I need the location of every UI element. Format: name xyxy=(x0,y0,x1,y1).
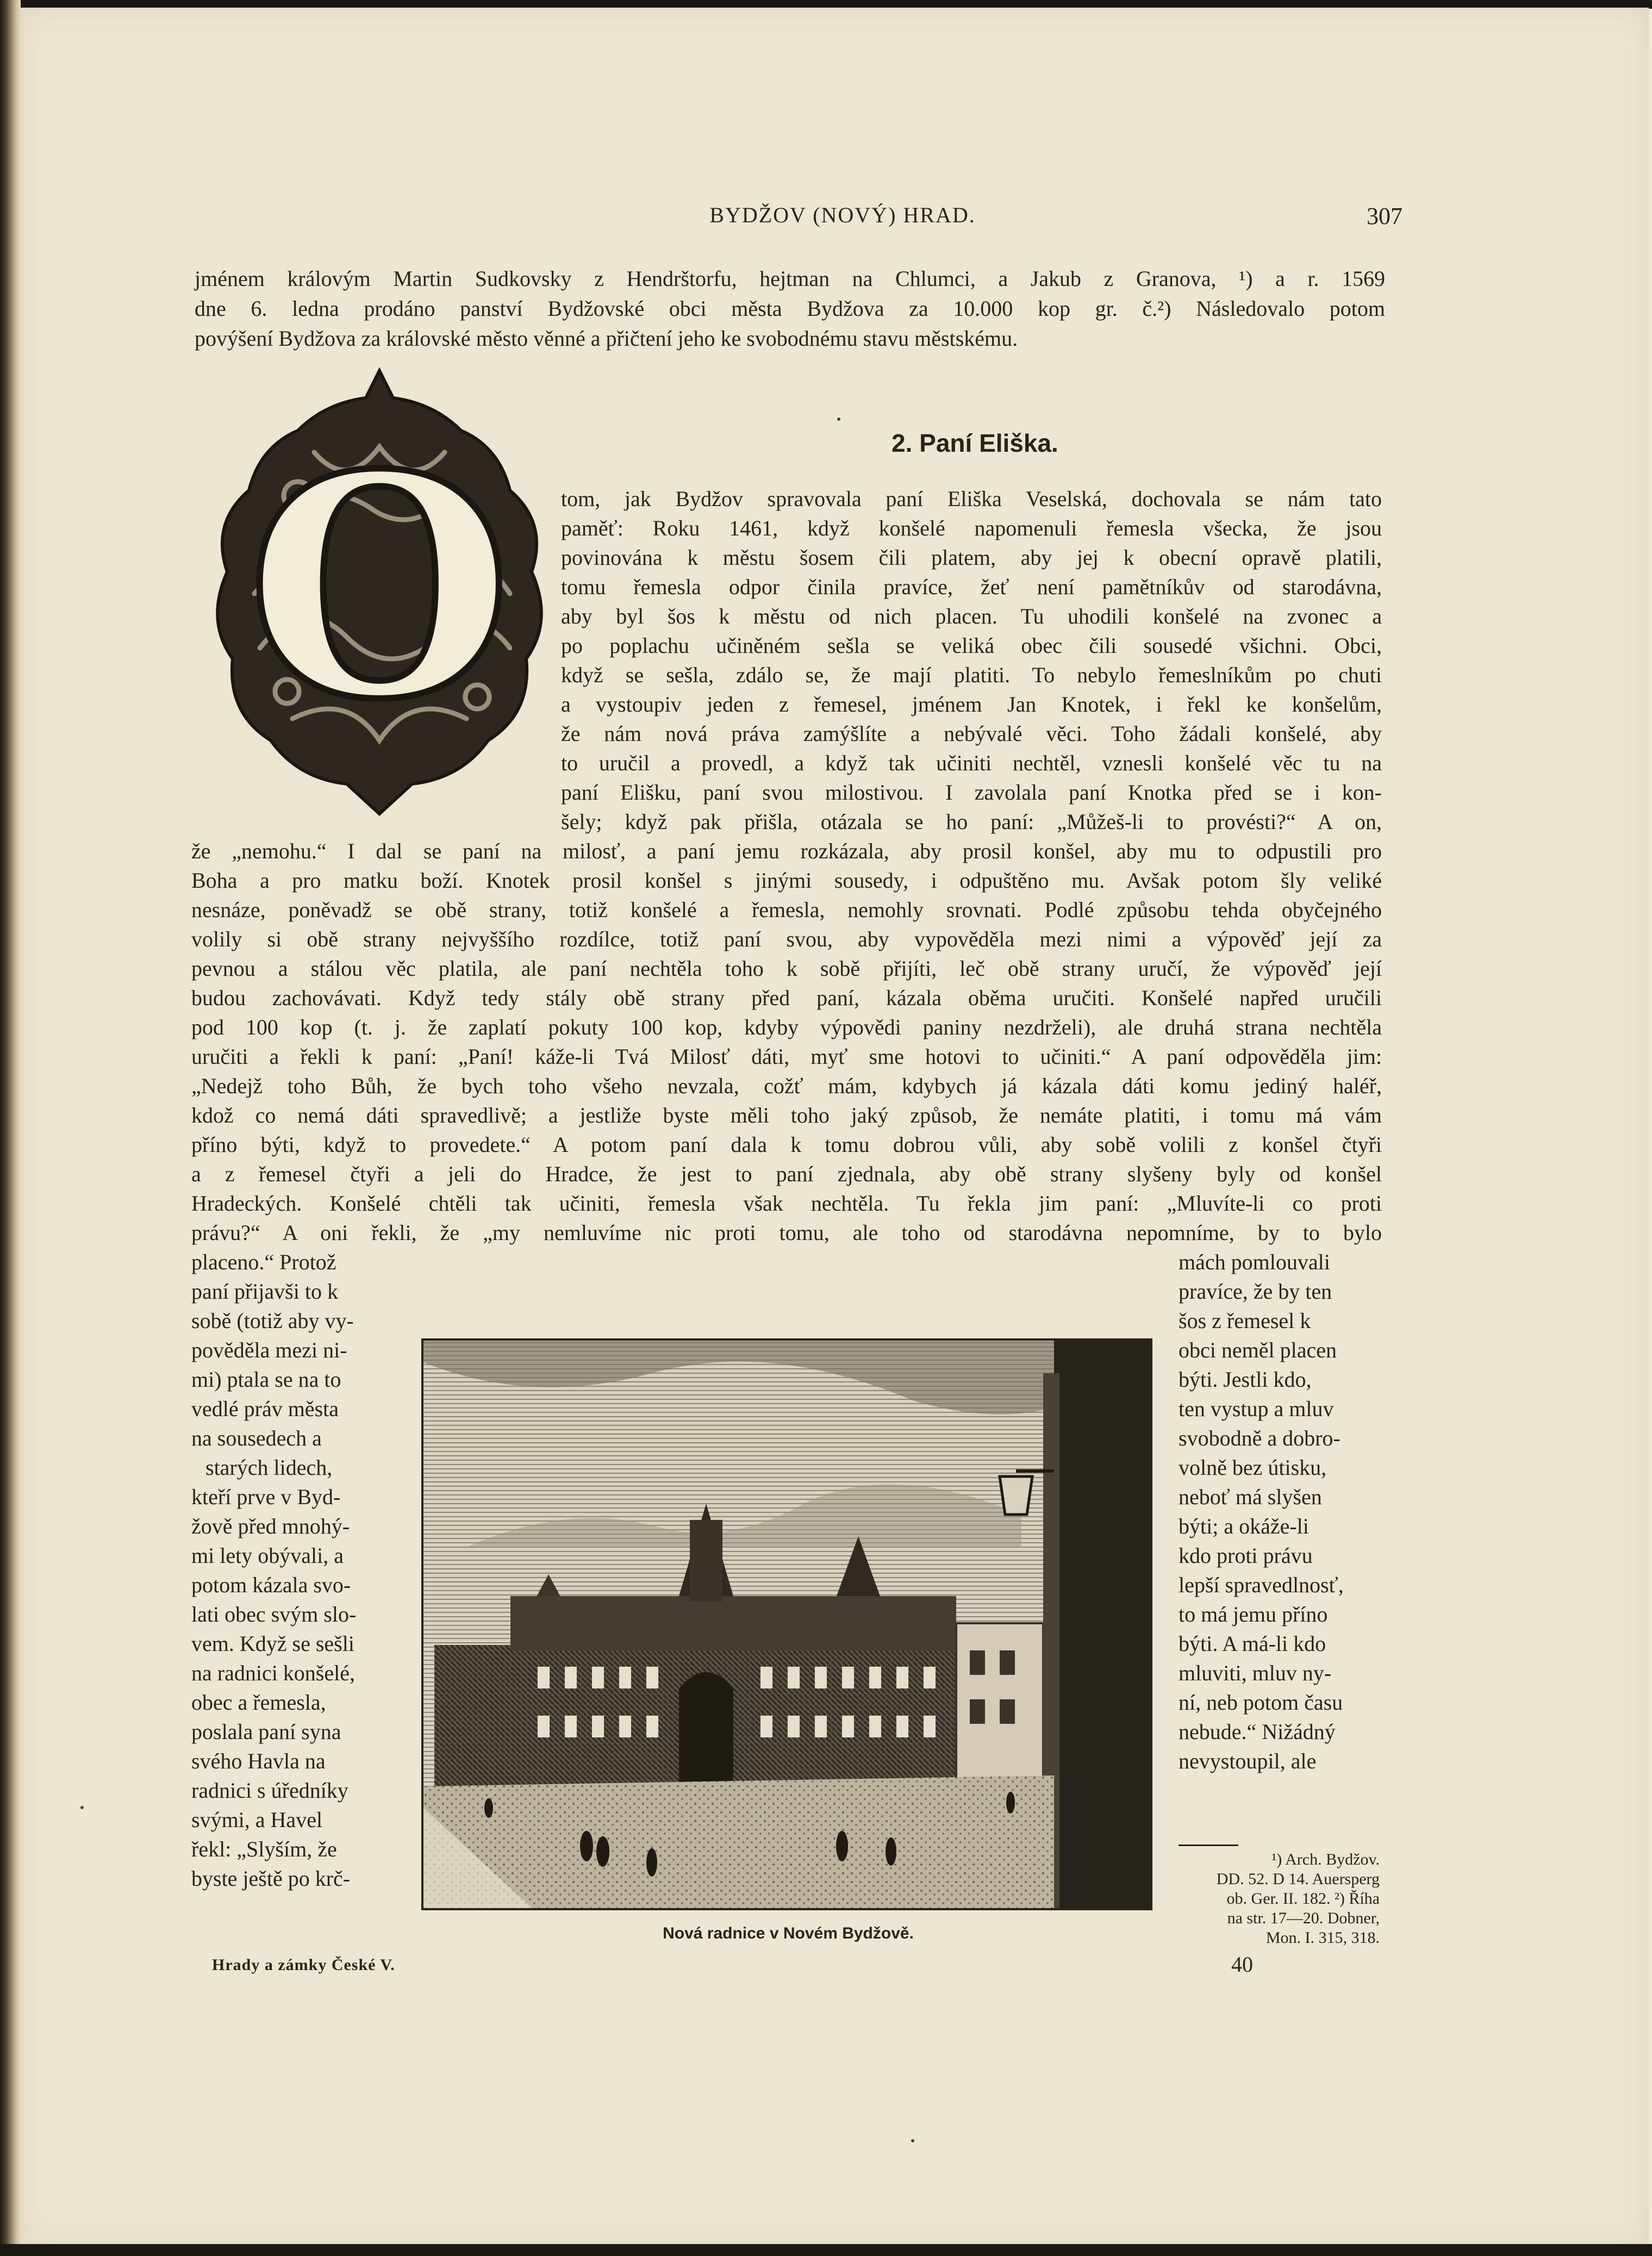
left-column-line: žově před mnohý- xyxy=(191,1514,350,1538)
town-hall-engraving xyxy=(421,1338,1152,1910)
body-line: právu?“ A oni řekli, že „my nemluvíme nic proti tomu, ale toho od starodávna nepomníme, by to bylo xyxy=(191,1220,1382,1245)
right-column-line: neboť má slyšen xyxy=(1179,1485,1322,1509)
footnote-line: ¹) Arch. Bydžov. xyxy=(1271,1850,1380,1868)
left-column-line: vem. Když se sešli xyxy=(191,1631,354,1656)
body-line: že nám nová práva zamýšlíte a nebývalé věci. Toho žádali konšelé, aby xyxy=(561,721,1382,746)
town-hall-engraving-graphic xyxy=(423,1341,1150,1908)
illustration-caption: Nová radnice v Novém Bydžově. xyxy=(663,1924,914,1942)
body-line: pod 100 kop (t. j. že zaplatí pokuty 100 kop, kdyby výpovědi paniny nezdrželi), ale druhá strana nechtěla xyxy=(191,1015,1382,1039)
left-column-line: paní přijavši to k xyxy=(191,1279,338,1304)
left-column-line: na radnici konšelé, xyxy=(191,1661,355,1685)
left-column-line: mi) ptala se na to xyxy=(191,1367,341,1392)
body-line: Hradeckých. Konšelé chtěli tak učiniti, řemesla však nechtěla. Tu řekla jim paní: „Mluvíte-li co proti xyxy=(191,1191,1382,1216)
left-column-line: byste ještě po krč- xyxy=(191,1866,351,1891)
body-line: tom, jak Bydžov spravovala paní Eliška Veselská, dochovala se nám tato xyxy=(561,487,1382,511)
left-column-line: poslala paní syna xyxy=(191,1719,341,1744)
right-column-line: býti. A má-li kdo xyxy=(1179,1631,1326,1656)
body-line: nesnáze, poněvadž se obě strany, totiž konšelé a řemesla, nemohly srovnati. Podlé způsobu tehda obyčejného xyxy=(191,898,1382,922)
right-column-line: šos z řemesel k xyxy=(1179,1308,1311,1333)
left-column-line: potom kázala svo- xyxy=(191,1573,351,1597)
right-column-line: kdo proti právu xyxy=(1179,1543,1313,1568)
body-line: paměť: Roku 1461, když konšelé napomenuli řemesla všecka, že jsou xyxy=(561,516,1382,540)
right-column-line: pravíce, že by ten xyxy=(1179,1279,1332,1304)
scan-speck xyxy=(80,1806,84,1809)
body-line: uručiti a řekli k paní: „Paní! káže-li Tvá Milosť dáti, myť sme hotovi to učiniti.“ A paní odpověděla jim: xyxy=(191,1044,1382,1069)
right-column-line: volně bez útisku, xyxy=(1179,1455,1327,1480)
section-heading: 2. Paní Eliška. xyxy=(892,429,1058,457)
printer-signature: Hrady a zámky České V. xyxy=(212,1956,395,1974)
left-column-line: mi lety obývali, a xyxy=(191,1543,344,1568)
right-column-line: ten vystup a mluv xyxy=(1179,1397,1334,1421)
left-column-line: svými, a Havel xyxy=(191,1808,323,1832)
body-line: Boha a pro matku boží. Knotek prosil konšel s jinými sousedy, i odpuštěno mu. Avšak potom šly veliké xyxy=(191,868,1382,893)
body-line: paní Elišku, paní svou milostivou. I zavolala paní Knotka před se i kon- xyxy=(561,780,1382,805)
dropcap-ornament xyxy=(205,365,553,818)
body-line: budou zachovávati. Když tedy stály obě strany před paní, kázala oběma uručiti. Konšelé napřed uručili xyxy=(191,986,1382,1010)
right-column-line: mluviti, mluv ny- xyxy=(1179,1661,1332,1685)
footnote-line: na str. 17—20. Dobner, xyxy=(1227,1909,1380,1927)
body-line: šely; když pak přišla, otázala se ho paní: „Můžeš-li to provésti?“ A on, xyxy=(561,809,1382,834)
body-line: to uručil a provedl, a když tak učiniti nechtěl, vznesli konšelé věc tu na xyxy=(561,751,1382,775)
left-column-line: starých lidech, xyxy=(205,1455,333,1480)
body-line: aby byl šos k městu od nich placen. Tu uhodili konšelé na zvonec a xyxy=(561,604,1382,628)
body-line: po poplachu učiněném sešla se veliká obec čili sousedé všichni. Obci, xyxy=(561,633,1382,658)
footnote-line: ob. Ger. II. 182. ²) Říha xyxy=(1226,1890,1380,1908)
left-column-line: svého Havla na xyxy=(191,1749,326,1773)
sheet-number: 40 xyxy=(1231,1952,1253,1977)
body-line: povinována k městu šosem čili platem, aby jej k obecní opravě platili, xyxy=(561,545,1382,570)
left-column-line: řekl: „Slyším, že xyxy=(191,1837,337,1861)
body-line: „Nedejž toho Bůh, že bych toho všeho nevzala, cožť mám, kdybych já kázala dáti komu jediný haléř, xyxy=(191,1074,1382,1098)
right-column-line: býti. Jestli kdo, xyxy=(1179,1367,1312,1392)
body-line: a z řemesel čtyři a jeli do Hradce, že jest to paní zjednala, aby obě strany slyšeny byly od konšel xyxy=(191,1162,1382,1186)
intro-line-2: dne 6. ledna prodáno panství Bydžovské obci města Bydžova za 10.000 kop gr. č.²) Následovalo potom xyxy=(195,296,1385,321)
right-column-line: nebude.“ Nižádný xyxy=(1179,1719,1336,1744)
right-column-line: býti; a okáže-li xyxy=(1179,1514,1309,1538)
body-line: kdož co nemá dáti spravedlivě; a jestliže byste měli toho jaký způsob, že nemáte platiti, i tomu má vám xyxy=(191,1103,1382,1127)
left-column-line: lati obec svým slo- xyxy=(191,1602,357,1626)
right-column-line: svobodně a dobro- xyxy=(1179,1426,1341,1450)
left-column-line: obec a řemesla, xyxy=(191,1690,326,1715)
running-header-title: BYDŽOV (NOVÝ) HRAD. xyxy=(709,203,976,227)
scan-speck xyxy=(837,417,840,421)
left-column-line: kteří prve v Byd- xyxy=(191,1485,341,1509)
right-column-line: obci neměl placen xyxy=(1179,1338,1337,1362)
body-line: a vystoupiv jeden z řemesel, jménem Jan Knotek, i řekl ke konšelům, xyxy=(561,692,1382,716)
dropcap-letter: O xyxy=(247,409,512,766)
footnote-line: Mon. I. 315, 318. xyxy=(1266,1929,1380,1947)
right-column-line: lepší spravedlnosť, xyxy=(1179,1573,1344,1597)
left-column-line: radnici s úředníky xyxy=(191,1778,348,1803)
scan-bottom-edge xyxy=(0,2244,1652,2256)
right-column-line: mách pomlouvali xyxy=(1179,1250,1330,1274)
left-column-line: pověděla mezi ni- xyxy=(191,1338,347,1362)
right-column-line: nevystoupil, ale xyxy=(1179,1749,1317,1773)
body-line: tomu řemesla odpor činila pravíce, žeť není pamětníkův od starodávna, xyxy=(561,575,1382,599)
intro-line-3: povýšení Bydžova za královské město věnné a přičtení jeho ke svobodnému stavu městskému. xyxy=(195,326,1018,351)
right-column-line: ní, neb potom času xyxy=(1179,1690,1343,1715)
page-number: 307 xyxy=(1367,203,1402,229)
body-line: že „nemohu.“ I dal se paní na milosť, a paní jemu rozkázala, aby prosil konšel, aby mu to odpustili pro xyxy=(191,839,1382,863)
right-column-line: to má jemu příno xyxy=(1179,1602,1328,1626)
footnotes xyxy=(1179,1850,1380,1948)
left-column-line: na sousedech a xyxy=(191,1426,322,1450)
left-column-line: sobě (totiž aby vy- xyxy=(191,1308,354,1333)
book-spine-shadow xyxy=(0,0,21,2256)
left-column-line: placeno.“ Protož xyxy=(191,1250,336,1274)
footnote-line: DD. 52. D 14. Auersperg xyxy=(1216,1870,1380,1888)
left-column-line: vedlé práv města xyxy=(191,1397,339,1421)
intro-line-1: jménem královým Martin Sudkovsky z Hendrštorfu, hejtman na Chlumci, a Jakub z Granova, ¹) a r. 1569 xyxy=(195,266,1385,291)
dropcap-ornament-graphic xyxy=(205,365,553,818)
body-line: volily si obě strany nejvyššího rozdílce, totiž paní svou, aby vypověděla mezi nimi a výpověď její za xyxy=(191,927,1382,951)
footnote-rule xyxy=(1179,1844,1238,1846)
scan-speck xyxy=(911,2139,914,2142)
body-line: příno býti, když to provedete.“ A potom paní dala k tomu dobrou vůli, aby sobě volili z konšel čtyři xyxy=(191,1132,1382,1157)
body-line: když se sešla, zdálo se, že mají platiti. To nebylo řemeslníkům po chuti xyxy=(561,663,1382,687)
body-line: pevnou a stálou věc platila, ale paní nechtěla toho k sobě přijíti, leč obě strany uručí, že výpověď její xyxy=(191,956,1382,981)
